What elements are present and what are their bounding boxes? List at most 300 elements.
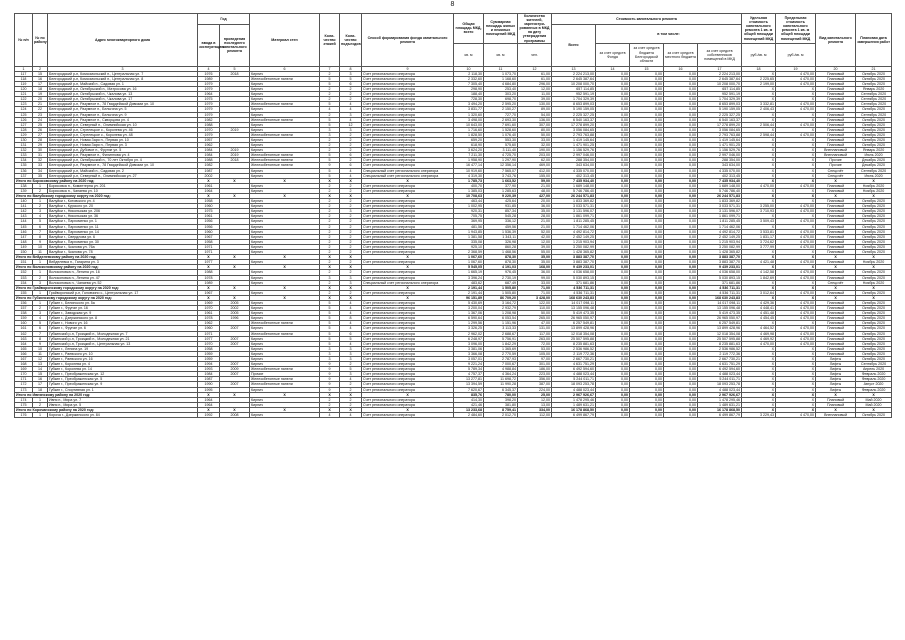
table-cell: Счет регионального оператора <box>362 260 454 265</box>
table-cell: X <box>816 178 856 183</box>
table-cell: 1979 <box>198 81 220 86</box>
table-cell: 131,00 <box>518 326 552 331</box>
table-cell: 0,00 <box>630 204 664 209</box>
table-cell: 0,00 <box>596 122 630 127</box>
table-cell: 31 <box>33 153 48 158</box>
table-cell: Счет регионального оператора <box>362 321 454 326</box>
table-cell: 0,00 <box>630 76 664 81</box>
table-cell: Счет регионального оператора <box>362 316 454 321</box>
table-cell: 7 565,07 <box>484 168 518 173</box>
table-cell: Белгородский р-н, Октябрьский п., Чкалова ул. 17 <box>48 97 198 102</box>
table-cell: 3 <box>340 209 362 214</box>
table-cell: Кирпич <box>250 224 320 229</box>
table-cell: 0,00 <box>596 331 630 336</box>
table-cell: Октябрь 2020 <box>856 300 892 305</box>
table-cell: 2 <box>340 397 362 402</box>
table-cell: 0,00 <box>630 112 664 117</box>
table-cell: 0,00 <box>664 280 698 285</box>
table-cell: 296,00 <box>518 81 552 86</box>
table-cell: Кирпич <box>250 122 320 127</box>
table-cell: 1 <box>33 183 48 188</box>
table-cell: 1970 <box>198 306 220 311</box>
table-cell: Октябрь 2020 <box>856 229 892 234</box>
table-cell: 2007 <box>220 326 250 331</box>
table-cell: 7 435 934,40 <box>552 178 596 183</box>
table-cell: 2 667 730,21 <box>698 357 742 362</box>
table-cell: 13,00 <box>518 402 552 407</box>
table-cell: 398,20 <box>484 397 518 402</box>
table-cell: 1987 <box>198 377 220 382</box>
table-cell: 334,00 <box>518 407 552 412</box>
table-cell: 0,00 <box>630 290 664 295</box>
table-cell: 1 842,69 <box>742 275 776 280</box>
table-cell: 326,98 <box>484 239 518 244</box>
table-cell: 0,00 <box>664 92 698 97</box>
table-cell: 0,00 <box>630 234 664 239</box>
table-cell: Белгородский р-н, Новая Заря п., Первая ул. 10 <box>48 137 198 142</box>
table-cell: 11,00 <box>518 92 552 97</box>
table-cell: 131 <box>15 143 33 148</box>
table-cell: Кирпич <box>250 351 320 356</box>
table-cell: 3 113,33 <box>484 326 518 331</box>
table-cell: 1970 <box>198 341 220 346</box>
table-cell: 1993 <box>198 367 220 372</box>
repair-program-table <box>14 13 892 418</box>
table-cell: X <box>742 153 776 158</box>
table-cell: 1 861 099,71 <box>698 214 742 219</box>
table-cell: 2 <box>340 387 362 392</box>
table-cell: 126 <box>15 117 33 122</box>
table-cell: 26 965 050,97 <box>698 316 742 321</box>
table-cell: 0,00 <box>664 372 698 377</box>
table-cell: 203,00 <box>518 153 552 158</box>
table-cell: 5 <box>320 158 340 163</box>
table-cell: 0,00 <box>664 178 698 183</box>
table-cell: 0,00 <box>596 194 630 199</box>
table-cell: 3 <box>320 346 340 351</box>
table-cell: 2 <box>320 188 340 193</box>
table-cell: 3 428,00 <box>518 295 552 300</box>
table-cell: Сентябрь 2020 <box>856 168 892 173</box>
table-cell: 4 536 711,31 <box>552 285 596 290</box>
table-cell: 121 <box>15 92 33 97</box>
table-cell: 1988 <box>198 270 220 275</box>
table-cell: X <box>776 280 816 285</box>
table-cell: 146 <box>15 229 33 234</box>
table-cell: 0,00 <box>664 244 698 249</box>
table-cell: 1975 <box>198 97 220 102</box>
table-cell: 1 833 369,82 <box>552 199 596 204</box>
table-cell: 1 067,60 <box>454 260 484 265</box>
table-cell: 5 430,69 <box>454 300 484 305</box>
table-cell: Железобетонные панели <box>250 102 320 107</box>
table-cell: 1 <box>33 270 48 275</box>
table-cell: 152 <box>15 270 33 275</box>
table-cell: 2 <box>340 290 362 295</box>
table-cell: X <box>856 255 892 260</box>
table-cell: X <box>742 250 776 255</box>
table-cell: 0,00 <box>596 402 630 407</box>
table-cell: Плановый <box>816 204 856 209</box>
table-cell: 9 439 233,01 <box>698 265 742 270</box>
table-cell: 4 <box>340 168 362 173</box>
table-cell: Белгородский р-н, Стрелецкое с., Королева ул. 48 <box>48 132 198 137</box>
table-cell: 303,20 <box>484 92 518 97</box>
table-cell: 3 033 571,31 <box>698 204 742 209</box>
table-cell: 0,00 <box>596 117 630 122</box>
table-cell: 878,30 <box>484 260 518 265</box>
table-cell: Счет регионального оператора <box>362 71 454 76</box>
table-cell: 1 073,70 <box>484 71 518 76</box>
table-cell: 17 <box>33 382 48 387</box>
table-cell: X <box>320 295 340 300</box>
table-cell: 0,00 <box>596 81 630 86</box>
table-cell: 2 <box>340 137 362 142</box>
table-cell: 1988 <box>198 122 220 127</box>
table-cell: Плановый <box>816 143 856 148</box>
table-cell: 12 018 354,08 <box>552 331 596 336</box>
table-cell: 4 725,70 <box>484 153 518 158</box>
table-cell: 0,00 <box>664 377 698 382</box>
table-cell: 2 <box>340 214 362 219</box>
table-cell: Губкинский р-н, Троицкий п., Центральная ул. 13 <box>48 341 198 346</box>
table-cell: 16 <box>33 76 48 81</box>
table-cell: X <box>742 392 776 397</box>
table-cell: Октябрь 2020 <box>856 219 892 224</box>
table-cell: 4 <box>340 102 362 107</box>
table-cell: 2 962,02 <box>454 331 484 336</box>
table-cell: Счет регионального оператора <box>362 239 454 244</box>
table-cell: 2 012,70 <box>484 413 518 418</box>
table-cell: 0,00 <box>596 341 630 346</box>
table-cell: 2 <box>320 112 340 117</box>
table-cell: Плановый <box>816 290 856 295</box>
table-cell: 421,46 <box>454 402 484 407</box>
table-cell: Кирпич <box>250 290 320 295</box>
table-cell: 30 <box>33 148 48 153</box>
table-cell: 0,00 <box>630 87 664 92</box>
table-cell: Октябрь 2020 <box>856 122 892 127</box>
table-cell: 3 <box>33 280 48 285</box>
table-cell: Кирпич <box>250 219 320 224</box>
header-cell: Всего <box>552 25 596 67</box>
table-cell: 2 <box>340 239 362 244</box>
table-cell: 659,20 <box>454 137 484 142</box>
table-cell: 9 <box>320 362 340 367</box>
table-cell: 7 211,30 <box>454 153 484 158</box>
table-cell: Счет регионального оператора <box>362 143 454 148</box>
column-number: 18 <box>742 66 776 71</box>
table-cell: Белгородский р-н, Стрелецкое с., Королева ул. 46 <box>48 127 198 132</box>
table-cell: 32,00 <box>518 143 552 148</box>
table-cell: Лифты <box>816 362 856 367</box>
table-cell: 0,00 <box>596 316 630 321</box>
table-cell: 483,62 <box>454 280 484 285</box>
table-cell: 12 <box>340 122 362 127</box>
header-cell: Способ формирования фонда капитального ремонта <box>362 14 454 67</box>
table-cell: 463,44 <box>454 199 484 204</box>
table-cell: X <box>198 407 220 412</box>
table-cell: Сентябрь 2020 <box>856 362 892 367</box>
table-cell: 0,00 <box>630 331 664 336</box>
table-cell: 9 439 233,01 <box>552 265 596 270</box>
table-cell: Счет регионального оператора <box>362 387 454 392</box>
table-cell: 71,00 <box>518 285 552 290</box>
table-cell: 0,00 <box>664 71 698 76</box>
table-cell: 160 <box>15 321 33 326</box>
table-cell: 4 <box>340 413 362 418</box>
table-cell: 1960 <box>198 326 220 331</box>
table-cell: Губкин г., Раевского ул. 10 <box>48 351 198 356</box>
table-cell: X <box>742 143 776 148</box>
table-cell: 0,00 <box>664 285 698 290</box>
subtotal-label: Итого по Ивнянскому району на 2020 год: <box>15 392 198 397</box>
table-cell: Губкин г., Преображенская ул. 9 <box>48 382 198 387</box>
table-cell: 0,00 <box>664 407 698 412</box>
table-cell: 2 452 149,25 <box>698 234 742 239</box>
table-cell: X <box>362 392 454 397</box>
table-cell: 0,00 <box>664 122 698 127</box>
table-cell: 5 <box>320 168 340 173</box>
table-cell: X <box>198 194 220 199</box>
table-cell: 33,00 <box>518 280 552 285</box>
table-cell: X <box>340 407 362 412</box>
table-cell: 0,00 <box>664 382 698 387</box>
table-cell: 13 155 096,48 <box>698 306 742 311</box>
table-cell: Счет регионального оператора <box>362 209 454 214</box>
table-cell: 0,00 <box>630 372 664 377</box>
table-cell: 2 <box>340 229 362 234</box>
table-cell: 4 470,00 <box>776 204 816 209</box>
table-cell: 4 470,00 <box>776 71 816 76</box>
table-cell: X <box>856 194 892 199</box>
table-cell: Октябрь 2020 <box>856 413 892 418</box>
table-cell: 5 244 011,71 <box>698 377 742 382</box>
table-cell: 4 <box>340 326 362 331</box>
table-cell: 6 499 867,79 <box>552 413 596 418</box>
table-cell: 2 967 926,67 <box>552 392 596 397</box>
table-cell: Счет регионального оператора <box>362 132 454 137</box>
table-cell: 1 385,03 <box>454 188 484 193</box>
table-cell: 12 <box>33 357 48 362</box>
table-cell: Белгородский р-н, Комсомольский п., Центральная ул. 7 <box>48 71 198 76</box>
table-cell: 9 221,24 <box>454 362 484 367</box>
table-cell: 0,00 <box>596 204 630 209</box>
table-cell: Белгородский р-н, Разумное п., Бельгина ул. 5 <box>48 107 198 112</box>
table-cell: 0,00 <box>630 275 664 280</box>
table-cell: 8 <box>340 316 362 321</box>
table-cell: 0,00 <box>664 362 698 367</box>
table-cell: X <box>742 173 776 178</box>
table-cell: 1 076,40 <box>484 132 518 137</box>
table-cell: 4 470,00 <box>776 122 816 127</box>
table-cell: Плановый <box>816 81 856 86</box>
table-cell: 148 <box>15 239 33 244</box>
table-cell: Кирпич <box>250 92 320 97</box>
table-cell: 142 <box>15 209 33 214</box>
table-cell: 1956 <box>198 224 220 229</box>
table-cell: 4 988,84 <box>484 367 518 372</box>
table-cell: 6 <box>33 326 48 331</box>
table-cell: 0,00 <box>664 199 698 204</box>
table-cell: 141 <box>15 204 33 209</box>
table-cell: 1 419 145,64 <box>698 137 742 142</box>
table-cell: 4 470,00 <box>776 260 816 265</box>
column-number: 17 <box>698 66 742 71</box>
table-cell: Октябрь 2020 <box>856 336 892 341</box>
table-cell: X <box>362 255 454 260</box>
table-cell: Губкинский р-н, Троицкий п., Молодежная ул. 7 <box>48 331 198 336</box>
table-cell: 4 470,00 <box>776 244 816 249</box>
header-cell: ввода в эксплуатацию <box>198 25 220 67</box>
table-cell: Счет регионального оператора <box>362 76 454 81</box>
header-cell: Год <box>198 14 250 25</box>
table-cell: 9 <box>320 387 340 392</box>
table-cell: 12,00 <box>518 87 552 92</box>
table-cell: 0,00 <box>630 300 664 305</box>
table-cell: Кирпич <box>250 402 320 407</box>
table-cell: 2 <box>340 87 362 92</box>
table-cell: Счет регионального оператора <box>362 372 454 377</box>
table-cell: 5 030 893,15 <box>552 275 596 280</box>
table-cell: 1959 <box>198 351 220 356</box>
table-cell: Счет регионального оператора <box>362 275 454 280</box>
table-cell: Валуйки г., Никольская ул. 36 <box>48 214 198 219</box>
table-cell: X <box>776 92 816 97</box>
table-cell: 3 366,08 <box>454 351 484 356</box>
table-cell: 169 <box>15 367 33 372</box>
table-cell: Счет регионального оператора <box>362 397 454 402</box>
table-cell: Счет регионального оператора <box>362 413 454 418</box>
table-cell: Октябрь 2020 <box>856 331 892 336</box>
table-cell: 0,00 <box>664 402 698 407</box>
table-cell: 0,00 <box>596 244 630 249</box>
table-body <box>15 71 892 417</box>
table-cell: 2 <box>320 244 340 249</box>
table-cell: 2 506,44 <box>742 122 776 127</box>
table-cell: 0,00 <box>596 250 630 255</box>
table-cell: X <box>742 127 776 132</box>
table-cell: 0,00 <box>664 326 698 331</box>
table-cell: 35,00 <box>518 255 552 260</box>
column-number: 2 <box>33 66 48 71</box>
table-cell: 0,00 <box>596 372 630 377</box>
table-cell: X <box>220 285 250 290</box>
table-cell: X <box>776 357 816 362</box>
table-cell: 15 <box>33 71 48 76</box>
table-cell: 3 883 387,70 <box>698 260 742 265</box>
table-cell: 22 <box>33 107 48 112</box>
table-cell: 61,00 <box>518 76 552 81</box>
table-cell: Ноябрь 2020 <box>856 260 892 265</box>
table-cell: X <box>220 407 250 412</box>
table-cell: X <box>742 265 776 270</box>
table-cell: 0,00 <box>630 326 664 331</box>
table-cell: 0,00 <box>596 143 630 148</box>
table-cell: Кирпич <box>250 260 320 265</box>
table-cell: 3 057,01 <box>454 357 484 362</box>
table-cell: 1958 <box>198 346 220 351</box>
table-cell: 4 470,00 <box>776 132 816 137</box>
table-cell: 307,00 <box>518 122 552 127</box>
subtotal-label: Итого по Борисовскому району на 2020 год: <box>15 178 198 183</box>
table-cell: 16 178 868,50 <box>552 407 596 412</box>
table-cell: Октябрь 2020 <box>856 244 892 249</box>
table-cell: 2 <box>340 260 362 265</box>
table-cell: 4 464,52 <box>742 326 776 331</box>
table-cell: Счет регионального оператора <box>362 214 454 219</box>
table-cell: 9 <box>320 377 340 382</box>
table-cell: Кирпич <box>250 387 320 392</box>
header-cell: чел. <box>518 43 552 66</box>
table-cell: 0,00 <box>630 306 664 311</box>
table-cell: 2 <box>340 148 362 153</box>
table-cell: Железобетонные панели <box>250 158 320 163</box>
table-cell: 0,00 <box>664 392 698 397</box>
table-cell: 0,00 <box>630 255 664 260</box>
table-cell: 1 <box>33 413 48 418</box>
header-cell: за счет средств бюджета Белгородской области <box>630 43 664 66</box>
table-cell: Борисовка п., Коминтерна ул. 201 <box>48 183 198 188</box>
table-cell: Белгородский р-н, Разумное п., 78 Гвардейской Дивизии ул. 10 <box>48 102 198 107</box>
table-cell: 11 990,28 <box>484 382 518 387</box>
table-cell: 3 <box>340 357 362 362</box>
table-cell: 3 710,93 <box>742 209 776 214</box>
table-cell: 5 190 159,05 <box>698 107 742 112</box>
table-cell: 3 743,76 <box>484 173 518 178</box>
table-cell: Губкин г., Преображенская ул. 5 <box>48 377 198 382</box>
table-cell: 2 <box>320 260 340 265</box>
header-cell: за счет средств местного бюджета <box>664 43 698 66</box>
table-cell: X <box>776 158 816 163</box>
table-cell: Октябрь 2020 <box>856 199 892 204</box>
table-cell: Грайворонский р-н, Головчино с., Центральная ул. 17 <box>48 290 198 295</box>
table-cell: 42,00 <box>518 234 552 239</box>
table-cell: 4 470,00 <box>776 306 816 311</box>
table-cell: 6 248,97 <box>454 336 484 341</box>
table-cell: 1978 <box>198 316 220 321</box>
table-cell: 36,00 <box>518 270 552 275</box>
table-cell: Белгородский р-н, Разумное п., Филиппова ул. 4 <box>48 153 198 158</box>
table-cell: Кирпич <box>250 209 320 214</box>
table-cell: 9 <box>320 367 340 372</box>
table-cell: Внеплановый <box>816 153 856 158</box>
table-cell: 7 305,40 <box>454 81 484 86</box>
table-cell: Октябрь 2020 <box>856 137 892 142</box>
table-cell: 0,00 <box>630 194 664 199</box>
table-cell: 0,00 <box>596 270 630 275</box>
table-cell: 0,00 <box>630 168 664 173</box>
table-cell: X <box>776 87 816 92</box>
table-cell: 288 354,00 <box>698 158 742 163</box>
table-cell: 657 114,85 <box>552 87 596 92</box>
table-cell: 2 770,59 <box>484 351 518 356</box>
table-cell: 2 <box>340 244 362 249</box>
table-cell: Губкин г., Заводская ул. 9 <box>48 311 198 316</box>
table-cell: 4 470,00 <box>776 239 816 244</box>
table-cell: 3 <box>320 127 340 132</box>
table-cell: 7 691,60 <box>484 122 518 127</box>
table-cell: Губкин г., Белинского ул. 5а <box>48 300 198 305</box>
table-cell: Счет регионального оператора <box>362 127 454 132</box>
table-cell: 136 <box>15 168 33 173</box>
table-cell: 0,00 <box>664 239 698 244</box>
table-cell: 11 <box>33 351 48 356</box>
table-cell: Февраль 2020 <box>856 387 892 392</box>
table-cell: 1964 <box>198 402 220 407</box>
table-cell: 13 233,68 <box>454 407 484 412</box>
table-cell: Кирпич <box>250 214 320 219</box>
